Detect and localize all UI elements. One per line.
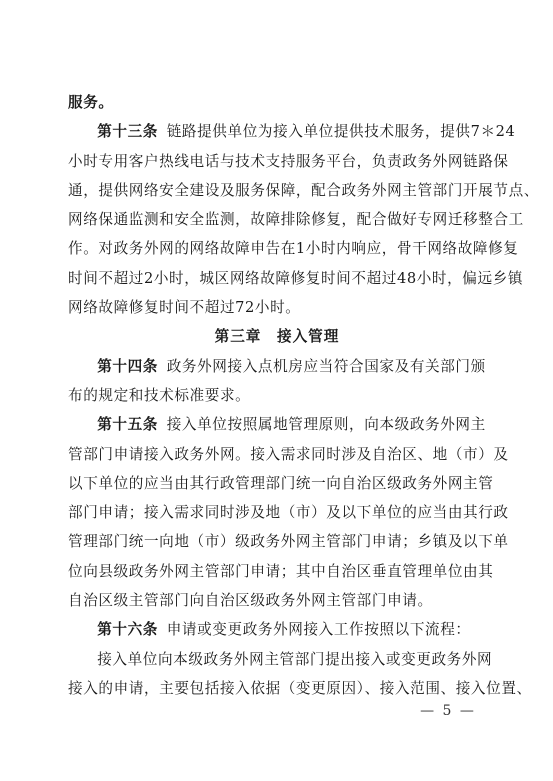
text-line: 作。对政务外网的网络故障申告在1小时内响应，骨干网络故障修复 [68, 240, 519, 258]
article-label: 第十三条 [97, 123, 158, 141]
article-line [68, 410, 486, 439]
text-line: 网络故障修复时间不超过72小时。 [68, 299, 301, 317]
article-line [68, 117, 516, 146]
paragraph-line: 接入单位向本级政务外网主管部门提出接入或变更政务外网 [97, 650, 493, 668]
article-text: 接入单位按照属地管理原则，向本级政务外网主 [166, 416, 486, 434]
article-line [68, 615, 486, 644]
text-line: 布的规定和技术标准要求。 [68, 386, 251, 404]
text-line: 时间不超过2小时，城区网络故障修复时间不超过48小时，偏远乡镇 [68, 269, 524, 287]
article-text: 链路提供单位为接入单位提供技术服务，提供7＊24 [166, 123, 516, 141]
text-line: 位向县级政务外网主管部门申请；其中自治区垂直管理单位由其 [68, 562, 494, 580]
document-body [68, 88, 540, 703]
text-line: 以下单位的应当由其行政管理部门统一向自治区级政务外网主管 [68, 474, 494, 492]
text-line: 管理部门统一向地（市）级政务外网主管部门申请；乡镇及以下单 [68, 533, 509, 551]
article-label: 第十五条 [97, 416, 158, 434]
text-line: 管部门申请接入政务外网。接入需求同时涉及自治区、地（市）及 [68, 445, 509, 463]
chapter-heading: 第三章 接入管理 [214, 328, 340, 346]
article-line [68, 352, 486, 381]
text-line: 通，提供网络安全建设及服务保障，配合政务外网主管部门开展节点、 [68, 181, 540, 199]
text-line: 部门申请；接入需求同时涉及地（市）及以下单位的应当由其行政 [68, 504, 509, 522]
article-label: 第十四条 [97, 357, 158, 375]
article-text: 申请或变更政务外网接入工作按照以下流程： [166, 621, 471, 639]
text-line: 服务。 [68, 94, 114, 111]
text-line: 自治区级主管部门向自治区级政务外网主管部门申请。 [68, 592, 433, 610]
text-line: 小时专用客户热线电话与技术支持服务平台，负责政务外网链路保 [68, 152, 509, 170]
text-line: 网络保通监测和安全监测，故障排除修复，配合做好专网迁移整合工 [68, 211, 524, 229]
page-number: — 5 — [420, 703, 476, 719]
article-label: 第十六条 [97, 621, 158, 639]
text-line: 接入的申请，主要包括接入依据（变更原因）、接入范围、接入位置、 [68, 679, 532, 697]
article-text: 政务外网接入点机房应当符合国家及有关部门颁 [166, 357, 486, 375]
